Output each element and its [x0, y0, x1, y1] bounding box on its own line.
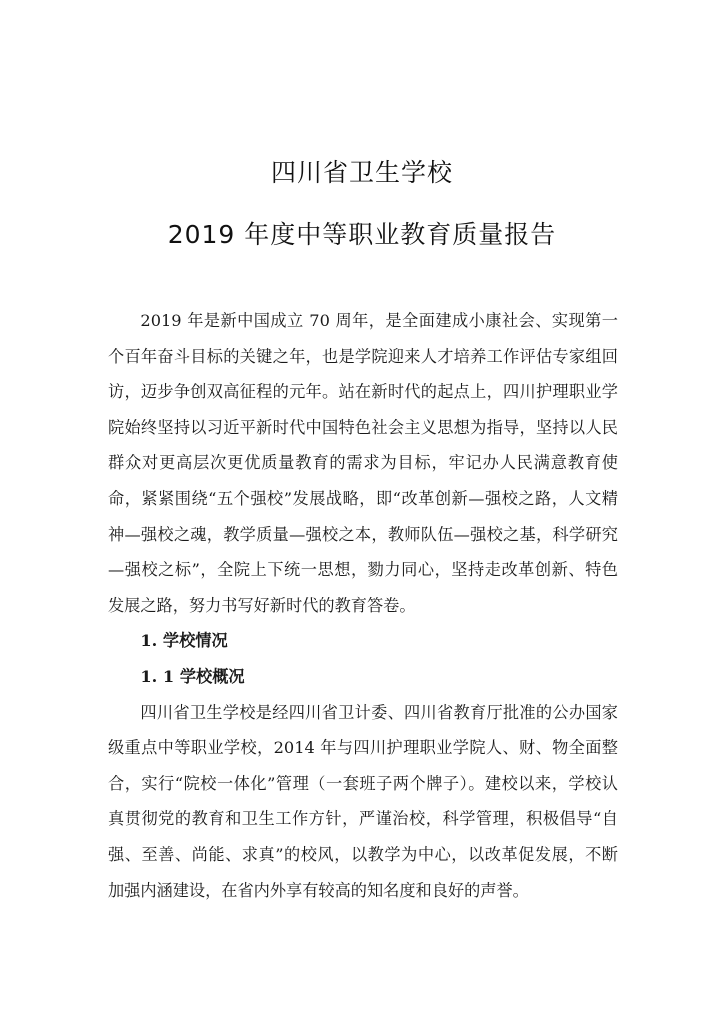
intro-paragraph: 2019 年是新中国成立 70 周年，是全面建成小康社会、实现第一个百年奋斗目标的关键之年，也是学院迎来人才培养工作评估专家组回访，迈步争创双高征程的元年。站在新时代的起点上，四川护理职业学院始终坚持以习近平新时代中国特色社会主义思想为指导，坚持以人民群众对更高层次更优质量教育的需求为目标，牢记办人民满意教育使命，紧紧围绕“五个强校”发展战略，即“改革创新—强校之路，人文精神—强校之魂，教学质量—强校之本，教师队伍—强校之基，科学研究—强校之标”，全院上下统一思想，勠力同心，坚持走改革创新、特色发展之路，努力书写好新时代的教育答卷。: [108, 311, 618, 615]
document-title-school: 四川省卫生学校: [270, 158, 453, 187]
section-heading-school-situation: 1. 学校情况: [140, 631, 228, 651]
document-body: [108, 303, 618, 908]
document-title-report: 2019 年度中等职业教育质量报告: [167, 220, 557, 249]
school-overview-paragraph: 四川省卫生学校是经四川省卫计委、四川省教育厅批准的公办国家级重点中等职业学校，2014 年与四川护理职业学院人、财、物全面整合，实行“院校一体化”管理（一套班子两个牌子）。建校以来，学校认真贯彻党的教育和卫生工作方针，严谨治校，科学管理，积极倡导“自强、至善、尚能、求真”的校风，以教学为中心，以改革促发展，不断加强内涵建设，在省内外享有较高的知名度和良好的声誉。: [108, 702, 618, 900]
subsection-heading-school-overview: 1. 1 学校概况: [140, 666, 245, 686]
